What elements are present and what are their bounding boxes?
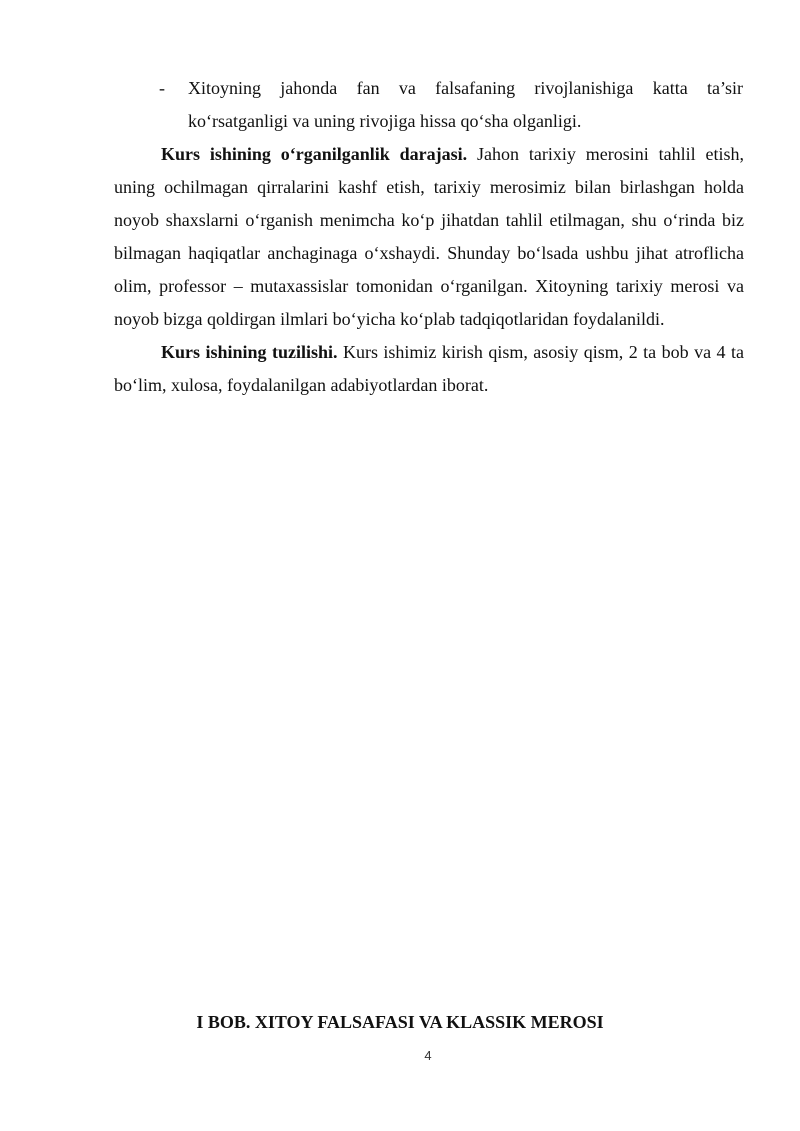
paragraph-body: Jahon tarixiy merosini tahlil etish, uning ochilmagan qirralarini kashf etish, tarixiy merosimiz bilan birlashgan holda noyob shaxslarni o‘rganish menimcha ko‘p jihatdan tahlil etilmagan, shu o‘rinda biz bilmagan haqiqatlar anchaginaga o‘xshaydi. Shunday bo‘lsada ushbu jihat atroflicha olim, professor – mutaxassislar tomonidan o‘rganilgan. Xitoyning tarixiy merosi va noyob bizga qoldirgan ilmlari bo‘yicha ko‘plab tadqiqotlaridan foydalanildi. <box>114 144 744 329</box>
paragraph-heading: Kurs ishining tuzilishi. <box>161 342 338 362</box>
bullet-marker: - <box>159 78 165 98</box>
bullet-text: Xitoyning jahonda fan va falsafaning rivojlanishiga katta ta’sir ko‘rsatganligi va uning rivojiga hissa qo‘sha olganligi. <box>188 78 743 131</box>
bullet-item <box>159 72 743 138</box>
paragraph-structure <box>114 336 744 402</box>
chapter-title: I BOB. XITOY FALSAFASI VA KLASSIK MEROSI <box>196 1012 604 1032</box>
paragraph-study-level <box>114 138 744 336</box>
paragraph-body: Kurs ishimiz kirish qism, asosiy qism, 2 ta bob va 4 ta bo‘lim, xulosa, foydalanilgan adabiyotlardan iborat. <box>114 342 744 395</box>
page-number: 4 <box>424 1048 432 1063</box>
paragraph-heading: Kurs ishining o‘rganilganlik darajasi. <box>161 144 468 164</box>
